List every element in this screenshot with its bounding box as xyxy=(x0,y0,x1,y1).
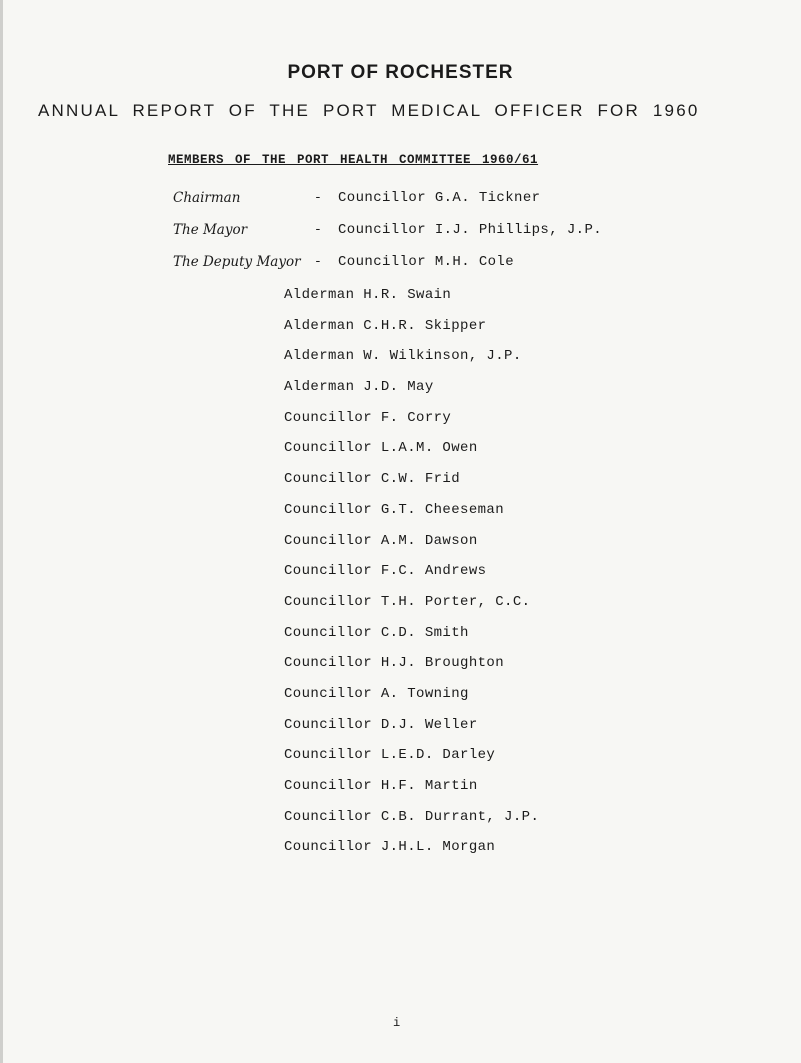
officer-name: Councillor G.A. Tickner xyxy=(338,190,541,206)
member-item: Councillor F.C. Andrews xyxy=(284,563,487,580)
member-item: Councillor H.J. Broughton xyxy=(284,655,505,672)
report-subtitle: ANNUAL REPORT OF THE PORT MEDICAL OFFICER FOR 1960 xyxy=(38,101,700,120)
member-item: Councillor J.H.L. Morgan xyxy=(284,839,496,856)
officer-row-deputy-mayor xyxy=(0,254,801,276)
officer-dash: - xyxy=(314,190,322,205)
officer-row-chairman xyxy=(0,190,801,212)
officer-name: Councillor M.H. Cole xyxy=(338,254,515,270)
member-item: Councillor L.E.D. Darley xyxy=(284,747,496,764)
member-item: Councillor D.J. Weller xyxy=(284,716,478,733)
member-item: Councillor L.A.M. Owen xyxy=(284,440,478,457)
officer-role: The Mayor xyxy=(173,222,248,238)
member-item: Councillor A.M. Dawson xyxy=(284,532,478,549)
member-item: Councillor C.D. Smith xyxy=(284,624,469,641)
member-item: Councillor C.B. Durrant, J.P. xyxy=(284,808,540,825)
page-number: i xyxy=(393,1016,401,1030)
member-item: Alderman H.R. Swain xyxy=(284,287,452,303)
page-edge xyxy=(0,0,3,1063)
document-title: PORT OF ROCHESTER xyxy=(287,62,514,83)
member-item: Councillor F. Corry xyxy=(284,409,452,426)
member-item: Alderman C.H.R. Skipper xyxy=(284,317,487,334)
officer-dash: - xyxy=(314,254,322,269)
officer-name: Councillor I.J. Phillips, J.P. xyxy=(338,222,603,238)
member-item: Councillor T.H. Porter, C.C. xyxy=(284,593,531,610)
member-item: Councillor G.T. Cheeseman xyxy=(284,501,505,518)
member-item: Councillor H.F. Martin xyxy=(284,778,478,794)
officer-role: The Deputy Mayor xyxy=(173,254,301,270)
member-item: Alderman W. Wilkinson, J.P. xyxy=(284,348,522,365)
officer-row-mayor xyxy=(0,222,801,244)
member-item: Councillor C.W. Frid xyxy=(284,471,461,488)
members-list xyxy=(284,287,539,870)
member-item: Alderman J.D. May xyxy=(284,379,434,396)
member-item: Councillor A. Towning xyxy=(284,685,469,702)
officer-role: Chairman xyxy=(173,190,241,206)
officer-dash: - xyxy=(314,222,322,237)
committee-heading: MEMBERS OF THE PORT HEALTH COMMITTEE 1960/61 xyxy=(168,153,539,167)
